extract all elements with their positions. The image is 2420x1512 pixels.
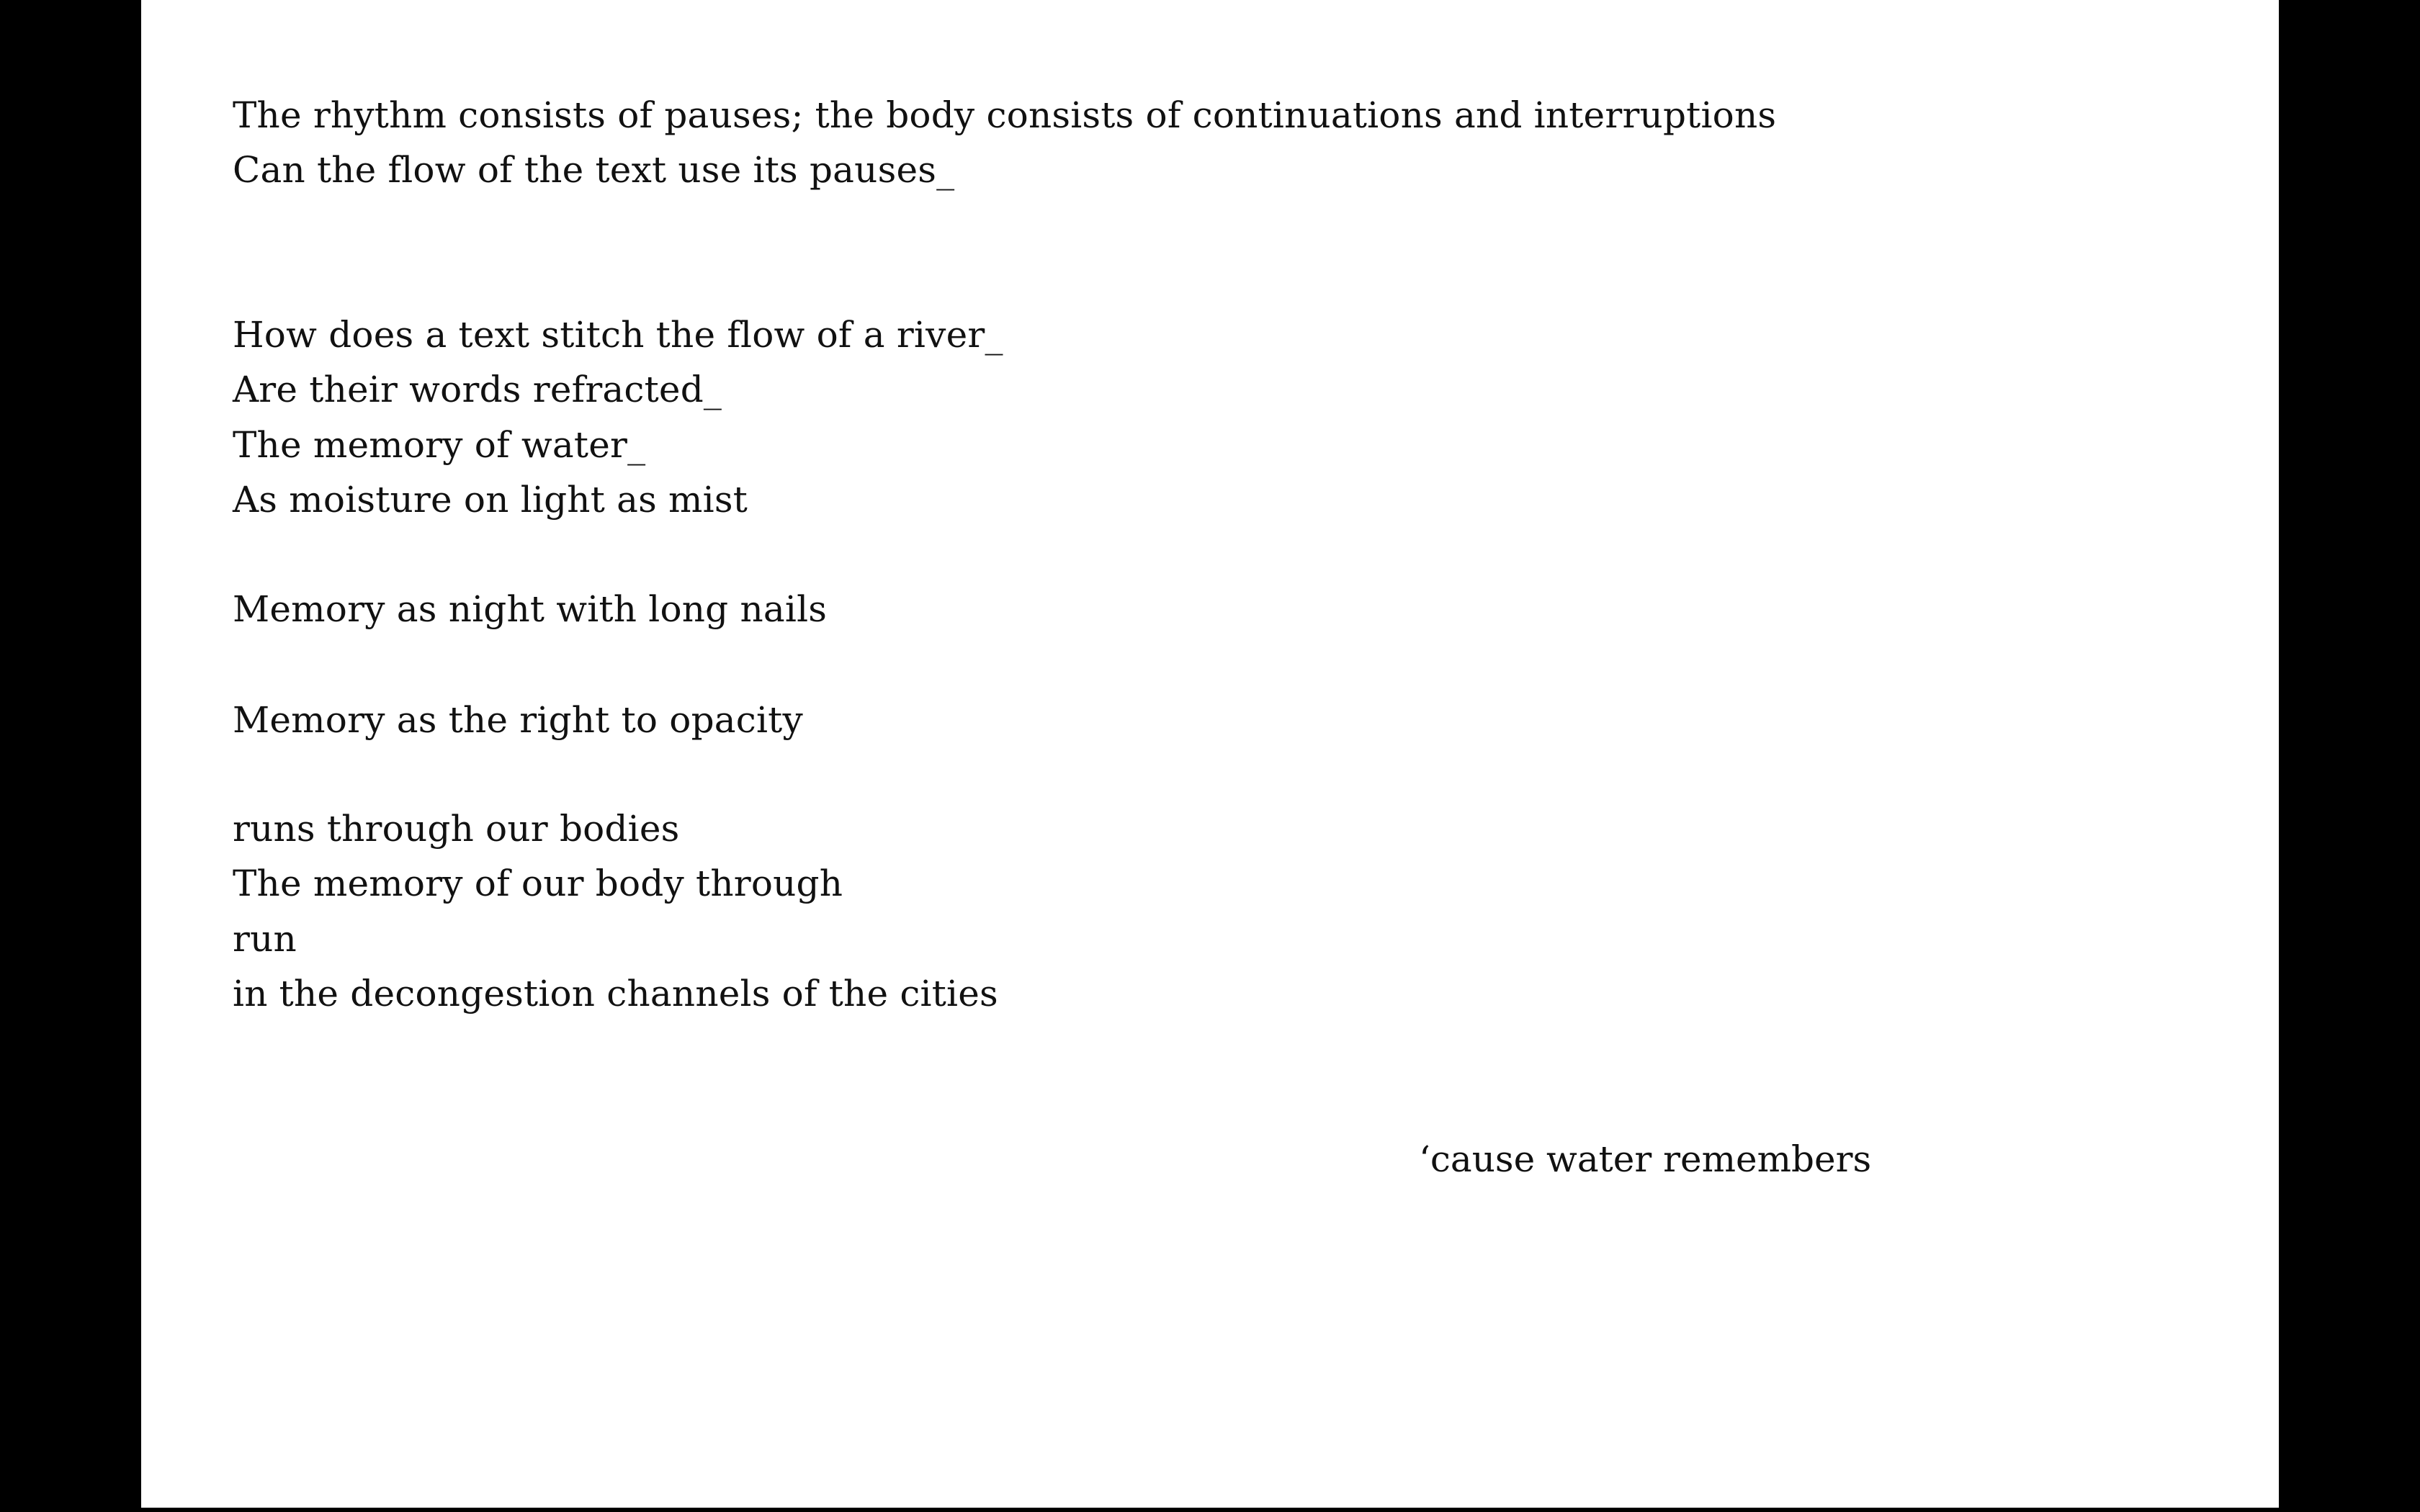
document-page — [141, 0, 2279, 1508]
poem-line: As moisture on light as mist — [233, 479, 748, 521]
closing-line: ‘cause water remembers — [1419, 1138, 1872, 1180]
poem-line: Are their words refracted_ — [233, 369, 722, 410]
poem-line: run — [233, 918, 297, 960]
poem-line: Memory as night with long nails — [233, 588, 828, 630]
poem-line: runs through our bodies — [233, 808, 680, 850]
poem-line: Can the flow of the text use its pauses_ — [233, 149, 955, 191]
poem-line: How does a text stitch the flow of a river_ — [233, 314, 1003, 356]
poem-line: The rhythm consists of pauses; the body consists of continuations and interruptions — [233, 94, 1777, 136]
poem-line: The memory of our body through — [233, 863, 843, 904]
poem-line: in the decongestion channels of the cities — [233, 973, 998, 1014]
poem-line: The memory of water_ — [233, 424, 646, 466]
poem-line: Memory as the right to opacity — [233, 699, 803, 741]
